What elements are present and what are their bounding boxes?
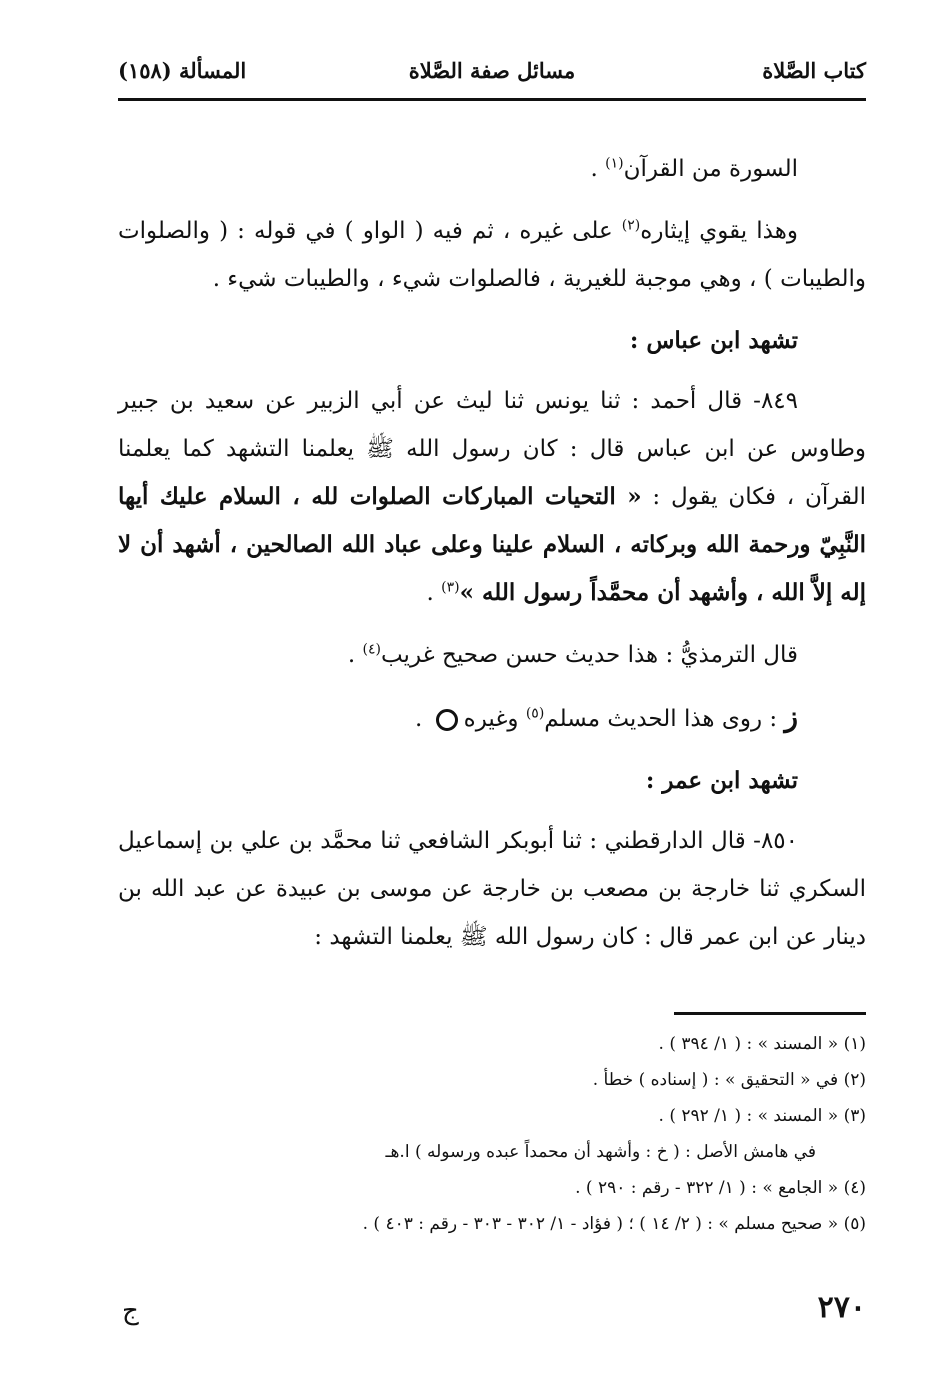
addition-note: ز : روى هذا الحديث مسلم$^{(٥)}$ وغيره . — [415, 700, 798, 733]
footnote-4: (٤) « الجامع » : ( ١/ ٣٢٢ - رقم : ٢٩٠ ) . — [575, 1178, 866, 1198]
footnote-5: (٥) « صحيح مسلم » : ( ٢/ ١٤ ) ؛ ( فؤاد - ١/ ٣٠٢ - ٣٠٣ - رقم : ٤٠٣ ) . — [362, 1214, 866, 1234]
footnote-2: (٢) في « التحقيق » : ( إسناده ) خطأ . — [592, 1070, 866, 1090]
footnotes — [106, 1026, 866, 1242]
hadith-849: ٨٤٩- قال أحمد : ثنا يونس ثنا ليث عن أبي الزبير عن سعيد بن جبير وطاوس عن ابن عباس قال : كان رسول الله ﷺ يعلمنا التشهد كما يعلمنا القرآن ، فكان يقول : « التحيات المباركات الصلوات لله ، السلام عليك أيها النَّبِيّ ورحمة الله وبركاته ، السلام علينا وعلى عباد الله الصالحين ، أشهد أن لا إله إلاَّ الله ، وأشهد أن محمَّداً رسول الله »$^{(٣)}$ . — [118, 388, 866, 606]
footnote-divider — [674, 1012, 866, 1015]
footnote-ref-3: (٣) — [441, 579, 460, 596]
header-issue-number: المسألة (١٥٨) — [118, 58, 247, 83]
page-number: ٢٧٠ — [817, 1290, 866, 1325]
section-heading-ibn-umar: تشهد ابن عمر : — [645, 767, 798, 794]
footnote-ref-1: (١) — [605, 155, 624, 172]
tirmidhi-comment: قال الترمذيُّ : هذا حديث حسن صحيح غريب$^{(٤)}$ . — [347, 641, 798, 668]
paragraph-2: وهذا يقوي إيثاره$^{(٢)}$ على غيره ، ثم فيه ( الواو ) في قوله : ( والصلوات والطيبات ) ، وهي موجبة للغيرية ، فالصلوات شيء ، والطيبات شيء . — [118, 217, 866, 292]
signature-mark: ج — [122, 1296, 139, 1326]
running-header — [118, 50, 866, 101]
footnote-ref-4: (٤) — [362, 641, 381, 658]
footnote-1: (١) « المسند » : ( ١/ ٣٩٤ ) . — [658, 1034, 866, 1054]
section-heading-ibn-abbas: تشهد ابن عباس : — [629, 327, 798, 354]
footnote-3: (٣) « المسند » : ( ١/ ٢٩٢ ) . — [658, 1106, 866, 1126]
footnote-ref-5: (٥) — [525, 705, 545, 722]
footnote-ref-2: (٢) — [621, 217, 641, 234]
footnote-3-margin-note: في هامش الأصل : ( خ : وأشهد أن محمداً عبده ورسوله ) ا.هـ — [385, 1142, 816, 1162]
circle-mark-icon — [436, 709, 458, 731]
addition-mark: ز — [784, 700, 798, 733]
paragraph-1: السورة من القرآن$^{(١)}$ . — [590, 155, 798, 182]
header-book-title: كتاب الصَّلاة — [762, 58, 866, 83]
main-text — [118, 145, 866, 975]
header-chapter-title: مسائل صفة الصَّلاة — [408, 58, 576, 83]
hadith-850: ٨٥٠- قال الدارقطني : ثنا أبوبكر الشافعي ثنا محمَّد بن علي بن إسماعيل السكري ثنا خارجة بن مصعب بن خارجة عن موسى بن عبيدة عن عبد الله بن دينار عن ابن عمر قال : كان رسول الله ﷺ يعلمنا التشهد : — [118, 828, 866, 950]
